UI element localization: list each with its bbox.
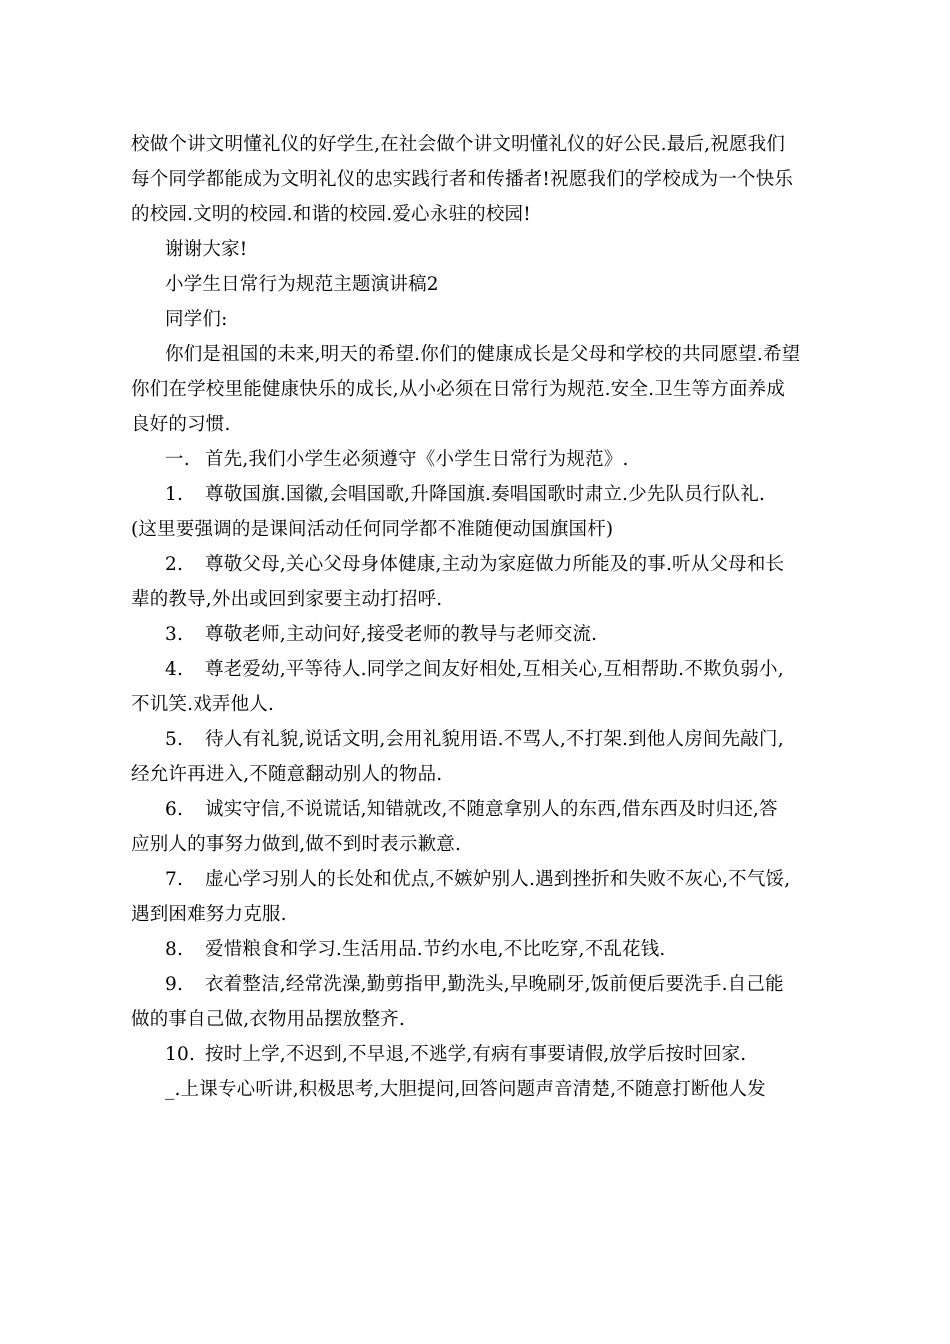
list-item (131, 477, 826, 512)
text-line (131, 582, 826, 617)
text-line (131, 407, 826, 442)
line-text: 尊老爱幼,平等待人.同学之间友好相处,互相关心,互相帮助.不欺负弱小, (205, 659, 784, 680)
list-item (131, 617, 826, 652)
list-item (131, 722, 826, 757)
line-text: 遇到困难努力克服. (131, 904, 287, 925)
list-item (131, 967, 826, 1002)
text-line (131, 687, 826, 722)
line-text: 待人有礼貌,说话文明,会用礼貌用语.不骂人,不打架.到他人房间先敲门, (205, 729, 784, 750)
text-line (131, 197, 826, 232)
line-text: 小学生日常行为规范主题演讲稿2 (165, 274, 439, 295)
list-item (131, 442, 826, 477)
section-title (131, 267, 826, 302)
text-line (131, 127, 826, 162)
line-text: 不讥笑.戏弄他人. (131, 694, 275, 715)
list-marker: 1. (165, 484, 184, 505)
list-marker: 6. (165, 799, 184, 820)
line-text: (这里要强调的是课间活动任何同学都不准随便动国旗国杆) (131, 519, 614, 540)
text-line (131, 337, 826, 372)
closing-thanks (131, 232, 826, 267)
line-text: 经允许再进入,不随意翻动别人的物品. (131, 764, 443, 785)
line-text: 你们在学校里能健康快乐的成长,从小必须在日常行为规范.安全.卫生等方面养成 (131, 379, 786, 400)
line-text: 校做个讲文明懂礼仪的好学生,在社会做个讲文明懂礼仪的好公民.最后,祝愿我们 (131, 134, 786, 155)
text-line (131, 162, 826, 197)
text-line (131, 827, 826, 862)
list-marker: 5. (165, 729, 184, 750)
line-text: 谢谢大家! (165, 239, 248, 260)
line-text: 诚实守信,不说谎话,知错就改,不随意拿别人的东西,借东西及时归还,答 (205, 799, 778, 820)
salutation (131, 302, 826, 337)
list-marker: 一. (165, 449, 190, 470)
line-text: _.上课专心听讲,积极思考,大胆提问,回答问题声音清楚,不随意打断他人发 (165, 1079, 766, 1100)
list-item (131, 1037, 826, 1072)
line-text: 你们是祖国的未来,明天的希望.你们的健康成长是父母和学校的共同愿望.希望 (165, 344, 801, 365)
line-text: 首先,我们小学生必须遵守《小学生日常行为规范》. (205, 449, 629, 470)
list-marker: 2. (165, 554, 184, 575)
line-text: 做的事自己做,衣物用品摆放整齐. (131, 1009, 405, 1030)
list-item (131, 792, 826, 827)
line-text: 爱惜粮食和学习.生活用品.节约水电,不比吃穿,不乱花钱. (205, 939, 666, 960)
line-text: 同学们: (165, 309, 228, 330)
text-line (131, 372, 826, 407)
list-marker: 9. (165, 974, 184, 995)
list-item (131, 862, 826, 897)
text-line (131, 1072, 826, 1107)
list-item (131, 547, 826, 582)
line-text: 每个同学都能成为文明礼仪的忠实践行者和传播者!祝愿我们的学校成为一个快乐 (131, 169, 794, 190)
body-text (131, 127, 826, 1107)
line-text: 尊敬父母,关心父母身体健康,主动为家庭做力所能及的事.听从父母和长 (205, 554, 785, 575)
line-text: 的校园.文明的校园.和谐的校园.爱心永驻的校园! (131, 204, 531, 225)
list-marker: 10. (165, 1044, 196, 1065)
list-marker: 3. (165, 624, 184, 645)
line-text: 尊敬国旗.国徽,会唱国歌,升降国旗.奏唱国歌时肃立.少先队员行队礼. (205, 484, 766, 505)
line-text: 辈的教导,外出或回到家要主动打招呼. (131, 589, 443, 610)
text-line (131, 1002, 826, 1037)
text-line (131, 512, 826, 547)
line-text: 按时上学,不迟到,不早退,不逃学,有病有事要请假,放学后按时回家. (205, 1044, 747, 1065)
list-marker: 8. (165, 939, 184, 960)
line-text: 应别人的事努力做到,做不到时表示歉意. (131, 834, 462, 855)
text-line (131, 757, 826, 792)
list-marker: 7. (165, 869, 184, 890)
line-text: 衣着整洁,经常洗澡,勤剪指甲,勤洗头,早晚刷牙,饭前便后要洗手.自己能 (205, 974, 784, 995)
line-text: 良好的习惯. (131, 414, 231, 435)
list-marker: 4. (165, 659, 184, 680)
list-item (131, 932, 826, 967)
list-item (131, 652, 826, 687)
text-line (131, 897, 826, 932)
line-text: 虚心学习别人的长处和优点,不嫉妒别人.遇到挫折和失败不灰心,不气馁, (205, 869, 791, 890)
line-text: 尊敬老师,主动问好,接受老师的教导与老师交流. (205, 624, 598, 645)
